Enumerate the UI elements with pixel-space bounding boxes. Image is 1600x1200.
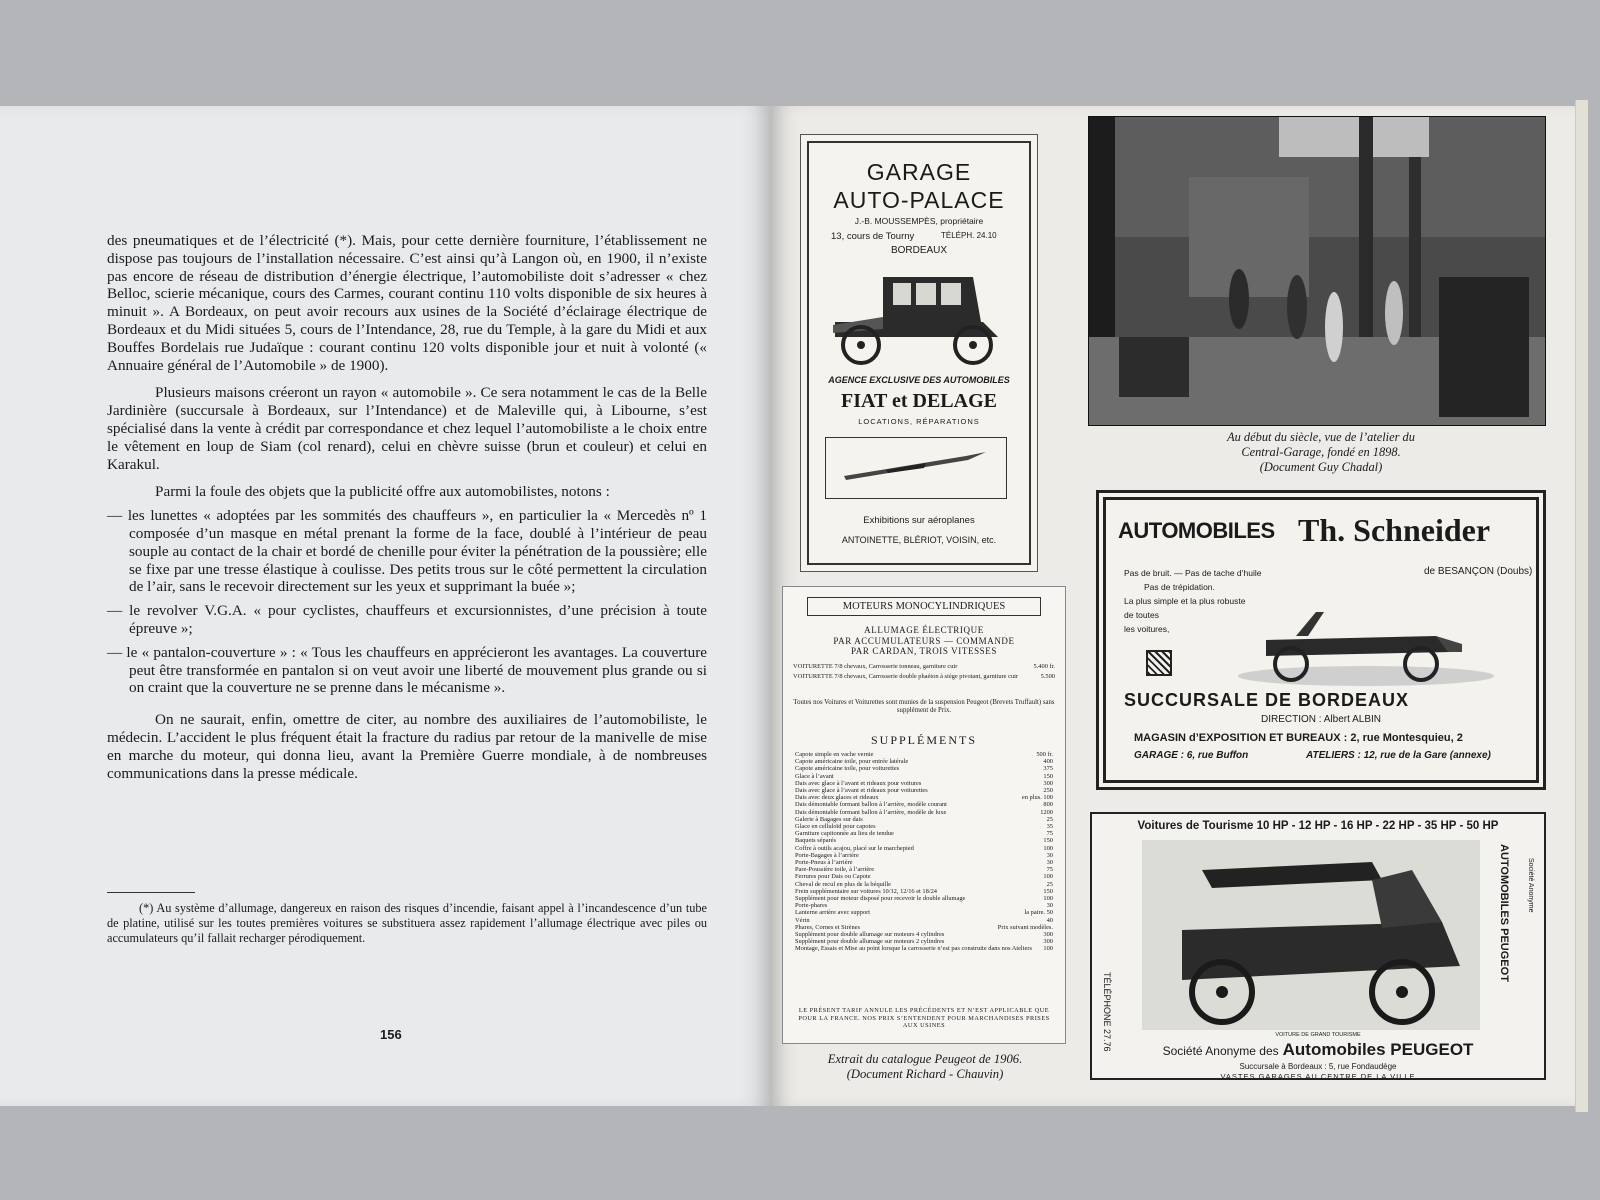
suspension-note: Toutes nos Voitures et Voiturettes sont munies de la suspension Peugeot (Brevets Truffault) sans supplément de Prix.	[793, 699, 1055, 714]
supplement-label: Montage, Essais et Mise au point lorsque la carrosserie n’est pas construite dans nos Ateliers	[795, 945, 1032, 953]
supplement-row	[795, 924, 1053, 931]
supplement-label: Galerie à Bagages sur dais	[795, 815, 863, 823]
supplement-label: Ferrures pour Dais ou Capote	[795, 873, 871, 881]
supplement-price: 150	[1043, 887, 1053, 895]
peugeot-telephone: TÉLÉPHONE 27.76	[1102, 972, 1112, 1052]
photo-caption	[1176, 430, 1466, 475]
supplement-price: 75	[1046, 830, 1053, 838]
supplement-price: 300	[1043, 931, 1053, 939]
peugeot-vertical-brand: AUTOMOBILES PEUGEOT	[1498, 844, 1510, 982]
item-label: VOITURETTE 7/8 chevaux, Carrosserie double phaéton à siège pivotant, garniture cuir	[793, 673, 1019, 681]
ad-aircraft: ANTOINETTE, BLÉRIOT, VOISIN, etc.	[841, 535, 997, 545]
item-label: VOITURETTE 7/8 chevaux, Carrosserie tonneau, garniture cuir	[793, 663, 958, 670]
supplement-price: 40	[1046, 916, 1053, 924]
touring-car-photo	[1142, 840, 1480, 1030]
supplement-price: 250	[1043, 787, 1053, 795]
supplement-price: 300	[1043, 938, 1053, 946]
schneider-ateliers: ATELIERS : 12, rue de la Gare (annexe)	[1306, 750, 1491, 761]
price-row	[793, 663, 1055, 670]
supplement-label: Capote américaine toile, pour voiturettes	[795, 765, 900, 773]
ad-city: BORDEAUX	[890, 245, 948, 256]
supplement-row	[795, 866, 1053, 873]
supplement-price: en plus. 100	[1021, 794, 1053, 802]
caption-line: (Document Richard - Chauvin)	[846, 1067, 1004, 1081]
list-item: — les lunettes « adoptées par les sommités des chauffeurs », en particulier la « Mercedès nº 1 composée d’un masque en métal prenant la forme de la face, doublé à l’intérieur de peau souple au contact de la chair et bordé de chenille pour éviter la pénétration de la poussière; elle se fixe par une tresse élastique à coulisse. Des petits trous sur le côté permettent la circulation de l’air, sans le recevoir directement sur les yeux et supprimant la buée »;	[107, 507, 707, 596]
supplement-row	[795, 845, 1053, 852]
item-price: 5.500	[1040, 673, 1055, 681]
schneider-brand-right: Th. Schneider	[1298, 512, 1491, 548]
cover-edge	[1575, 100, 1588, 1112]
ad-address: 13, cours de Tourny	[831, 231, 915, 242]
supplement-row	[795, 895, 1053, 902]
supplement-row	[795, 773, 1053, 780]
ad-services: LOCATIONS, RÉPARATIONS	[858, 417, 980, 426]
supplement-label: Glace en celluloïd pour capotes	[795, 823, 876, 831]
supplement-row	[795, 917, 1053, 924]
supplement-price: 375	[1043, 765, 1053, 773]
supplement-row	[795, 852, 1053, 859]
supplement-price: 25	[1046, 815, 1053, 823]
supplement-label: Cheval de recul en plus de la béquille	[795, 880, 892, 888]
supplement-row	[795, 780, 1053, 787]
supplement-label: Dais avec glace à l’avant et rideaux pour voitures	[795, 779, 922, 787]
supplement-row	[795, 938, 1053, 945]
supplement-row	[795, 758, 1053, 765]
feature-line: Pas de trépidation.	[1144, 582, 1215, 592]
voiturette-prices	[793, 663, 1055, 680]
supplement-price: 300	[1043, 779, 1053, 787]
supplement-label: Dais avec glace à l’avant et rideaux pour voiturettes	[795, 787, 928, 795]
list-item: — le revolver V.G.A. « pour cyclistes, chauffeurs et excursionnistes, d’une précision à toute épreuve »;	[107, 602, 707, 637]
ad-title-1: GARAGE	[866, 159, 972, 185]
ad-brands: FIAT et DELAGE	[841, 390, 997, 412]
supplement-row	[795, 816, 1053, 823]
company-name: Automobiles PEUGEOT	[1282, 1040, 1474, 1059]
caption-line: Central-Garage, fondé en 1898.	[1241, 445, 1401, 459]
supplement-price: 500 fr.	[1036, 751, 1053, 758]
page-number: 156	[380, 1027, 402, 1042]
ad-exhibitions: Exhibitions sur aéroplanes	[863, 515, 975, 526]
schneider-garage: GARAGE : 6, rue Buffon	[1134, 750, 1249, 761]
supplement-label: Pare-Poussière toile, à l’arrière	[795, 866, 875, 874]
supplement-price: 30	[1046, 851, 1053, 859]
supplement-row	[795, 909, 1053, 916]
supplement-row	[795, 837, 1053, 844]
supplement-label: Supplément pour double allumage sur moteurs 2 cylindres	[795, 938, 945, 946]
feature-line: Pas de bruit. — Pas de tache d’huile	[1124, 568, 1262, 578]
supplement-price: 75	[1046, 866, 1053, 874]
supplement-label: Garniture capitonnée au lieu de tendue	[795, 830, 894, 838]
schneider-origin: de BESANÇON (Doubs)	[1424, 566, 1533, 577]
supplement-price: 35	[1046, 823, 1053, 831]
supplement-price: la paire. 50	[1024, 909, 1053, 917]
supplement-label: Coffre à outils acajou, placé sur le marchepied	[795, 844, 914, 852]
limousine-car-illustration	[823, 267, 1023, 367]
peugeot-company	[1092, 1040, 1544, 1060]
paragraph: des pneumatiques et de l’électricité (*). Mais, pour cette dernière fourniture, l’établissement ne dispose pas toujours de l’installation nécessaire. C’est ainsi qu’à Langon où, en 1900, il n’existe pas encore de réseau de distribution d’énergie électrique, l’automobiliste doit s’adresser « chez Belloc, scierie mécanique, cours des Carmes, courant continu 110 volts disponible de six heures à minuit ». A Bordeaux, on peut avoir recours aux usines de la Société d’éclairage électrique de Bordeaux et du Midi situées 5, cours de l’Intendance, 28, rue du Temple, à la gare du Midi et aux Bouffes Bordelais rue Judaïque : courant continu 120 volts disponible jour et nuit à volonté (« Annuaire général de l’Automobile » de 1900).	[107, 232, 707, 374]
workshop-photo	[1088, 116, 1546, 426]
supplements-title: SUPPLÉMENTS	[870, 733, 978, 747]
footnote: (*) Au système d’allumage, dangereux en raison des risques d’incendie, faisant appel à l’incandescence d’un tube de platine, utilisé sur les toutes premières voitures se substituera assez rapidement l’allumage électrique avec piles ou accumulateurs qu’il fallait recharger pérodiquement.	[107, 901, 707, 945]
ad-phone: TÉLÉPH. 24.10	[941, 231, 997, 240]
supplement-price: 800	[1043, 801, 1053, 809]
supplement-label: Baquets séparés	[795, 837, 836, 845]
paragraph: On ne saurait, enfin, omettre de citer, au nombre des auxiliaires de l’automobiliste, le médecin. L’accident le plus fréquent était la fracture du radius par retour de la manivelle de mise en marche du moteur, qui donna lieu, avant la Première Guerre mondiale, à de nombreuses communications dans la presse médicale.	[107, 711, 707, 782]
supplement-row	[795, 859, 1053, 866]
paragraph: Parmi la foule des objets que la publicité offre aux automobilistes, notons :	[155, 483, 610, 501]
workshop-scene	[1089, 117, 1545, 425]
peugeot-photo	[1142, 840, 1480, 1030]
peugeot-garages: VASTES GARAGES AU CENTRE DE LA VILLE	[1220, 1072, 1416, 1080]
supplement-price: 100	[1043, 895, 1053, 903]
supplements-list	[795, 751, 1053, 953]
supplement-label: Porte-Bagages à l’arrière	[795, 851, 859, 859]
supplement-row	[795, 830, 1053, 837]
feature-line: les voitures,	[1124, 624, 1170, 634]
caption-line: Extrait du catalogue Peugeot de 1906.	[827, 1052, 1023, 1066]
supplement-label: Supplément pour double allumage sur moteurs 4 cylindres	[795, 931, 945, 939]
supplement-row	[795, 873, 1053, 880]
body-text	[107, 232, 707, 782]
peugeot-vertical-company: Société Anonyme	[1527, 858, 1534, 913]
catalogue-engine-lines	[783, 625, 1065, 657]
supplement-row	[795, 945, 1053, 952]
company-prefix: Société Anonyme des	[1162, 1044, 1279, 1058]
supplement-label: Capote simple en vache vernie	[795, 751, 874, 758]
supplement-label: Phares, Cornes et Sirènes	[795, 923, 860, 931]
supplement-row	[795, 902, 1053, 909]
supplement-row	[795, 881, 1053, 888]
supplement-row	[795, 787, 1053, 794]
supplement-row	[795, 794, 1053, 801]
ad-title-2: AUTO-PALACE	[833, 187, 1005, 213]
supplement-row	[795, 765, 1053, 772]
touring-car-illustration	[1236, 590, 1496, 690]
schneider-brand-left: AUTOMOBILES	[1118, 518, 1275, 543]
garage-auto-palace-ad	[800, 134, 1038, 572]
schneider-magasin: MAGASIN d’EXPOSITION ET BUREAUX : 2, rue Montesquieu, 2	[1134, 732, 1463, 744]
peugeot-model: VOITURE DE GRAND TOURISME	[1275, 1032, 1361, 1038]
supplement-row	[795, 809, 1053, 816]
supplement-label: Glace à l’avant	[795, 772, 834, 780]
feature-line: La plus simple et la plus robuste	[1124, 596, 1246, 606]
caption-line: (Document Guy Chadal)	[1259, 460, 1383, 474]
ad-agency: AGENCE EXCLUSIVE DES AUTOMOBILES	[828, 375, 1010, 385]
supplement-label: Dais démontable formant ballon à l’arrière, modèle courant	[795, 801, 947, 809]
supplement-label: Frein supplémentaire sur voitures 10/12, 12/16 et 18/24	[795, 887, 937, 895]
caption-line: Au début du siècle, vue de l’atelier du	[1227, 430, 1415, 444]
supplement-label: Lanterne arrière avec support	[795, 909, 871, 917]
supplement-label: Porte-phares	[795, 902, 828, 910]
engine-line: PAR ACCUMULATEURS — COMMANDE	[833, 635, 1015, 646]
supplement-price: 1200	[1040, 808, 1053, 816]
supplement-price: 150	[1043, 837, 1053, 845]
engine-line: PAR CARDAN, TROIS VITESSES	[851, 646, 997, 656]
supplement-row	[795, 931, 1053, 938]
footnote-rule	[107, 892, 195, 893]
ad-owner: J.-B. MOUSSEMPÈS, propriétaire	[854, 216, 984, 226]
catalogue-heading: MOTEURS MONOCYLINDRIQUES	[807, 597, 1041, 616]
tariff-notice: LE PRÉSENT TARIF ANNULE LES PRÉCÉDENTS ET N’EST APPLICABLE QUE POUR LA FRANCE. NOS PRIX S’ENTENDENT POUR MARCHANDISES PRISES AUX USINES	[798, 1007, 1050, 1030]
supplement-price: 30	[1046, 859, 1053, 867]
supplement-label: Supplément pour moteur disposé pour recevoir le double allumage	[795, 895, 966, 903]
supplement-label: Dais avec deux glaces et rideaux	[795, 794, 879, 802]
supplement-row	[795, 801, 1053, 808]
ornament-icon	[1146, 650, 1172, 676]
peugeot-header: Voitures de Tourisme 10 HP - 12 HP - 16 HP - 22 HP - 35 HP - 50 HP	[1137, 820, 1499, 832]
supplement-row	[795, 888, 1053, 895]
peugeot-ad	[1090, 812, 1546, 1080]
schneider-ad	[1096, 490, 1546, 790]
peugeot-catalogue	[782, 586, 1066, 1044]
supplement-price: Prix suivant modèles.	[997, 923, 1053, 931]
peugeot-branch: Succursale à Bordeaux : 5, rue Fondaudège	[1239, 1062, 1397, 1071]
schneider-direction: DIRECTION : Albert ALBIN	[1260, 714, 1382, 725]
supplement-price: 100	[1043, 844, 1053, 852]
supplement-label: Porte-Pneus à l’arrière	[795, 859, 853, 867]
supplement-price: 400	[1043, 758, 1053, 766]
supplement-price: 100	[1043, 873, 1053, 881]
supplement-row	[795, 823, 1053, 830]
price-row	[793, 673, 1055, 680]
supplement-row	[795, 751, 1053, 758]
paragraph: Plusieurs maisons créeront un rayon « automobile ». Ce sera notamment le cas de la Belle Jardinière (succursale à Bordeaux, sur l’Intendance) et de Maleville qui, à Libourne, s’est spécialisé dans la vente à crédit par correspondance et chez lequel l’automobiliste a le choix entre le vêtement en loup de Siam (col renard), celui en chèvre suisse (brun et couleur) et celui en Karakul.	[107, 384, 707, 473]
feature-line: de toutes	[1124, 610, 1159, 620]
list-item: — le « pantalon-couverture » : « Tous les chauffeurs en apprécieront les avantages. La couverture peut être transformée en pantalon si on veut avoir une liberté de mouvement plus grande ou si on craint que la couverture ne se prenne dans le mécanisme ».	[107, 643, 707, 697]
supplement-price: 100	[1043, 945, 1053, 953]
supplement-label: Dais démontable formant ballon à l’arrière, modèle de luxe	[795, 808, 947, 816]
item-price: 5.400 fr.	[1033, 663, 1055, 670]
engine-line: ALLUMAGE ÉLECTRIQUE	[864, 625, 984, 635]
supplement-price: 25	[1046, 880, 1053, 888]
aeroplane-frame	[825, 437, 1007, 499]
supplement-price: 30	[1046, 902, 1053, 910]
supplement-label: Capote américaine toile, pour entrée latérale	[795, 758, 909, 766]
catalogue-caption	[786, 1052, 1064, 1082]
schneider-branch: SUCCURSALE DE BORDEAUX	[1124, 690, 1410, 710]
supplement-label: Vérin	[795, 916, 810, 924]
left-page	[0, 106, 770, 1106]
supplement-price: 150	[1043, 772, 1053, 780]
aeroplane-illustration	[826, 438, 1006, 498]
